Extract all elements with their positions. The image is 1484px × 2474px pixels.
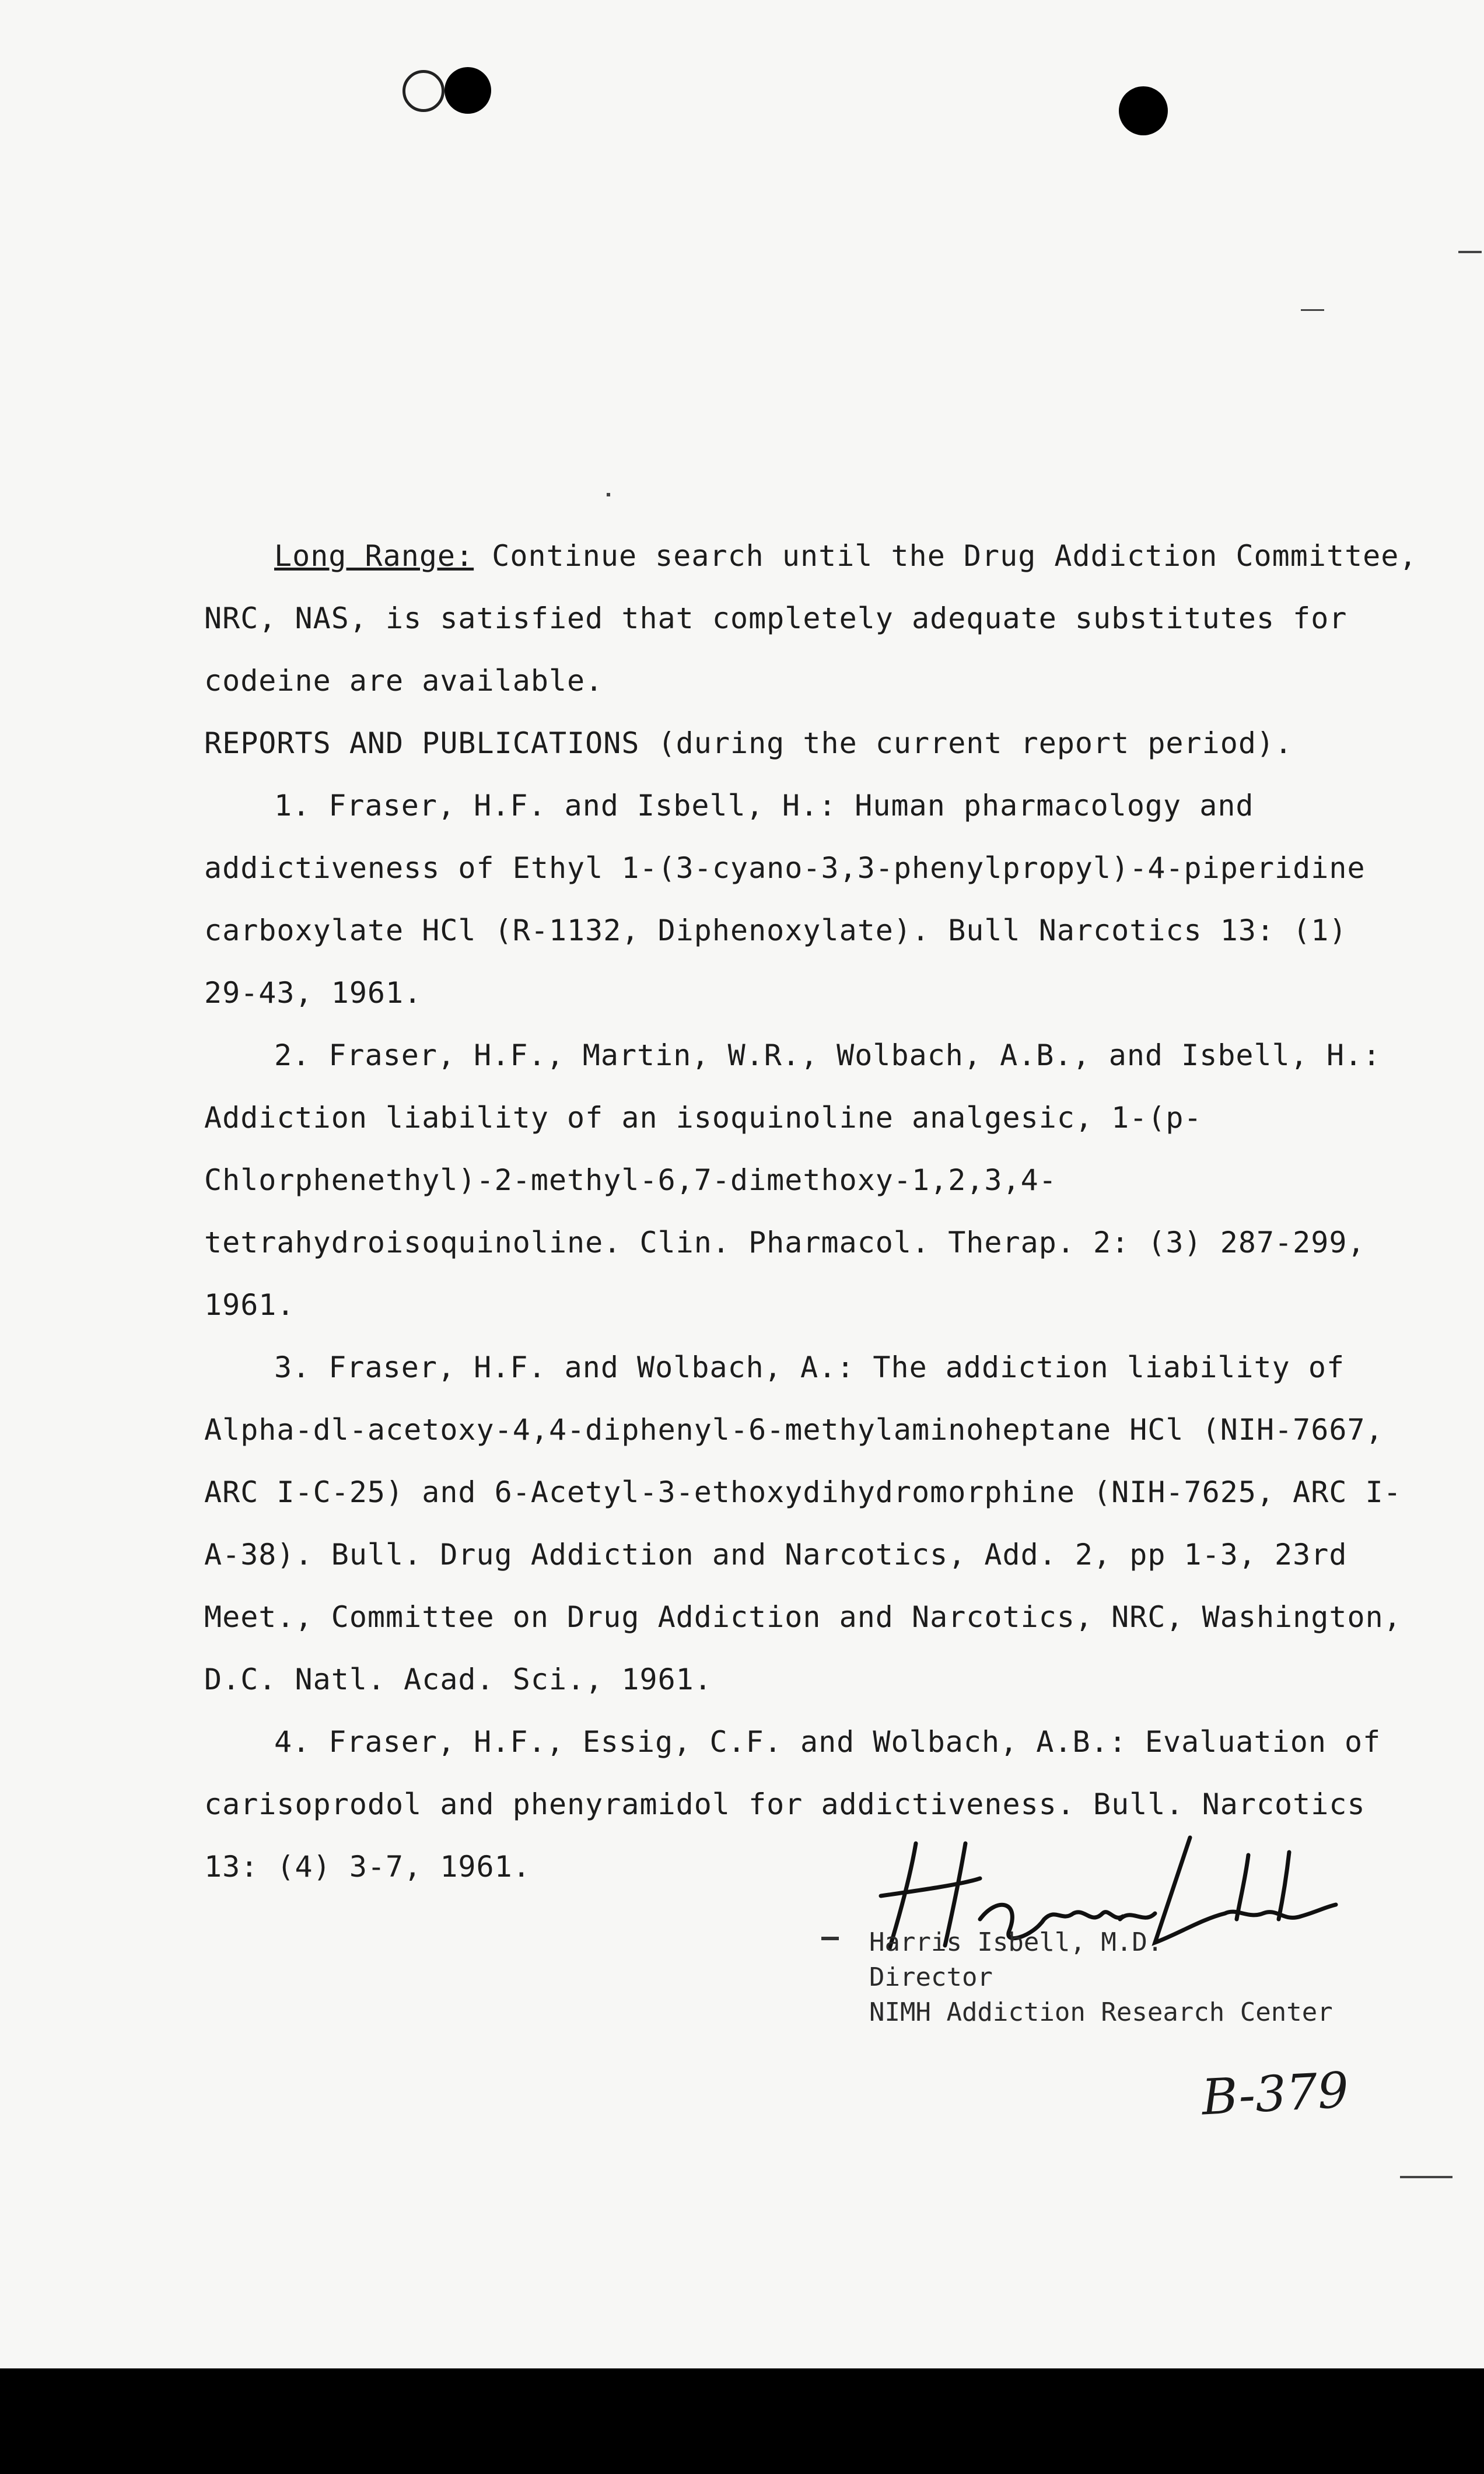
scan-speck [1458,251,1482,253]
publication-item: 2. Fraser, H.F., Martin, W.R., Wolbach, A.B., and Isbell, H.: Addiction liability of an isoquinoline analgesic, 1-(p-Chlorphenethyl)-2-methyl-6,7-dimethoxy-1,2,3,4-tetrahydroisoquinoline. Clin. Pharmacol. Therap. 2: (3) 287-299, 1961. [204,1038,1381,1322]
publication-item: 4. Fraser, H.F., Essig, C.F. and Wolbach, A.B.: Evaluation of carisoprodol and phenyramidol for addictiveness. Bull. Narcotics 13: (4) 3-7, 1961. [204,1725,1381,1884]
signer-name: Harris Isbell, M.D. [869,1927,1163,1957]
signer-title: Director [869,1962,993,1992]
long-range-text: Continue search until the Drug Addiction Committee, NRC, NAS, is satisfied that completely adequate substitutes for codeine are available. [204,539,1418,698]
reports-heading: REPORTS AND PUBLICATIONS (during the current report period). [204,726,1293,760]
signature-dash [821,1937,839,1940]
scan-speck [1301,309,1324,311]
signature-block [869,1925,1452,2030]
punch-hole-ring-left [402,70,444,112]
long-range-label: Long Range: [274,539,474,573]
punch-hole-right [1119,86,1168,135]
signer-organization: NIMH Addiction Research Center [869,1997,1333,2027]
scan-border-bottom [0,2368,1484,2474]
document-body [204,525,1418,1898]
long-range-paragraph [204,525,1418,712]
handwritten-reference-number: B-379 [1200,2061,1350,2126]
publication-item: 3. Fraser, H.F. and Wolbach, A.: The addiction liability of Alpha-dl-acetoxy-4,4-diphenyl-6-methylaminoheptane HCl (NIH-7667, ARC I-C-25) and 6-Acetyl-3-ethoxydihydromorphine (NIH-7625, ARC I-A-38). Bull. Drug Addiction and Narcotics, Add. 2, pp 1-3, 23rd Meet., Committee on Drug Addiction and Narcotics, NRC, Washington, D.C. Natl. Acad. Sci., 1961. [204,1350,1402,1696]
scan-speck [1400,2176,1452,2178]
publication-item: 1. Fraser, H.F. and Isbell, H.: Human pharmacology and addictiveness of Ethyl 1-(3-cyano-3,3-phenylpropyl)-4-piperidine carboxylate HCl (R-1132, Diphenoxylate). Bull Narcotics 13: (1) 29-43, 1961. [204,789,1366,1010]
punch-hole-left [444,67,491,114]
scan-speck [607,493,610,496]
